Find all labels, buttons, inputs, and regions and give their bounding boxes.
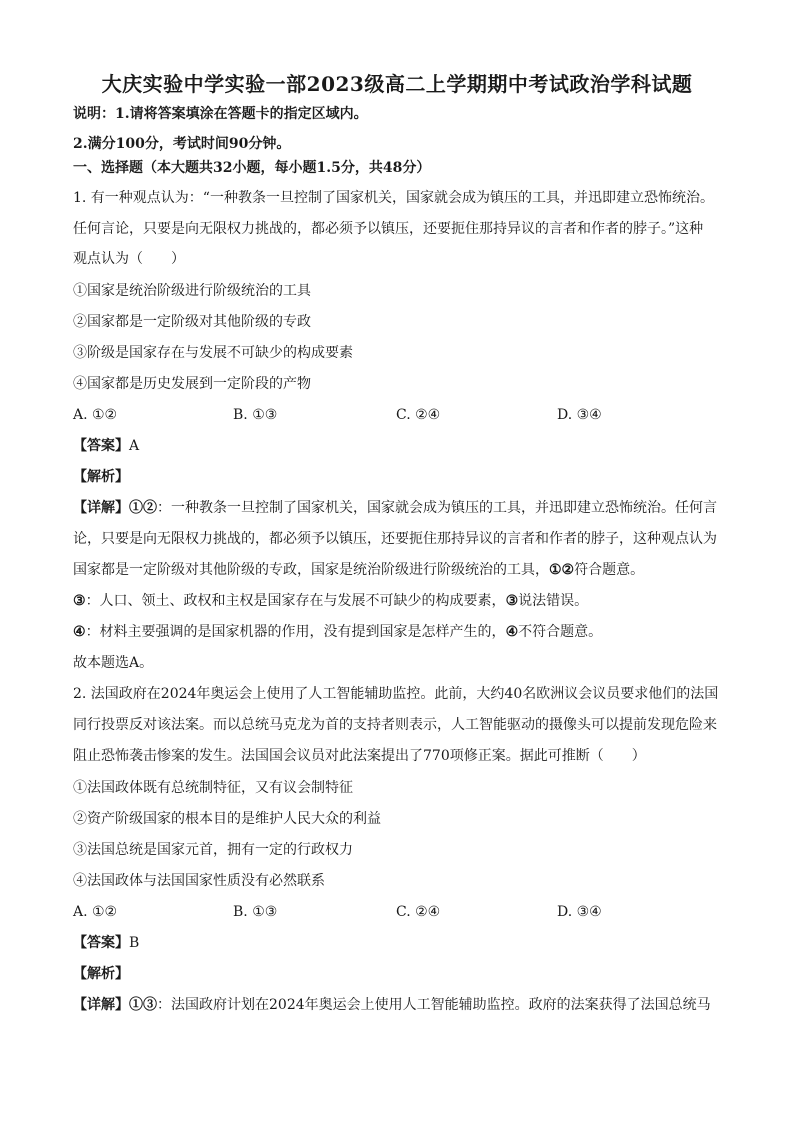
detail-text: 国家都是一定阶级对其他阶级的专政，国家是统治阶级进行阶级统治的工具，: [73, 562, 549, 578]
detail-mark: ④: [505, 624, 519, 640]
q1-detail-line-3: [73, 560, 644, 580]
detail-text: ：材料主要强调的是国家机器的作用，没有提到国家是怎样产生的，: [85, 624, 506, 640]
q1-detail-line-1: [73, 498, 717, 518]
detail-mark: ①②: [129, 500, 157, 516]
page-title: 大庆实验中学实验一部2023级高二上学期期中考试政治学科试题: [101, 72, 693, 96]
q2-analysis-tag: 【解析】: [73, 966, 129, 982]
detail-mark: ③: [505, 593, 519, 609]
q2-option-c: C. ②④: [396, 904, 441, 920]
q2-detail-line-1: [73, 995, 711, 1015]
note-line-2: 2.满分100分，考试时间90分钟。: [73, 136, 291, 152]
q1-option-a: A. ①②: [73, 407, 118, 423]
q2-statement-3: ③法国总统是国家元首，拥有一定的行政权力: [73, 842, 353, 858]
q1-analysis-tag: 【解析】: [73, 469, 129, 485]
q1-option-c: C. ②④: [396, 407, 441, 423]
q2-stem-line-1: 2. 法国政府在2024年奥运会上使用了人工智能辅助监控。此前，大约40名欧洲议会议员要求他们的法国: [73, 686, 719, 702]
q2-option-d: D. ③④: [557, 904, 602, 920]
q1-detail-line-5: [73, 622, 602, 642]
answer-value: B: [129, 935, 140, 951]
q1-detail-line-2: 论，只要是向无限权力挑战的，都必须予以镇压，还要扼住那持异议的言者和作者的脖子，这种观点认为: [73, 531, 717, 547]
note-line-1: 说明：1.请将答案填涂在答题卡的指定区域内。: [73, 106, 368, 122]
detail-mark: ④: [73, 624, 86, 640]
answer-value: A: [129, 438, 140, 454]
q1-statement-4: ④国家都是历史发展到一定阶段的产物: [73, 376, 311, 392]
q1-conclusion: 故本题选A。: [73, 655, 154, 671]
answer-tag: 【答案】: [73, 935, 129, 951]
detail-mark: ①②: [549, 562, 575, 578]
detail-text: ：人口、领土、政权和主权是国家存在与发展不可缺少的构成要素，: [85, 593, 506, 609]
detail-text: 符合题意。: [574, 562, 645, 578]
detail-text: ：法国政府计划在2024年奥运会上使用人工智能辅助监控。政府的法案获得了法国总统马: [157, 997, 711, 1013]
q1-statement-2: ②国家都是一定阶级对其他阶级的专政: [73, 314, 311, 330]
q1-stem-line-3: 观点认为（ ）: [73, 251, 185, 267]
detail-tag: 【详解】: [73, 500, 129, 516]
q2-stem-line-2: 同行投票反对该法案。而以总统马克龙为首的支持者则表示，人工智能驱动的摄像头可以提前发现危险来: [73, 717, 717, 733]
detail-tag: 【详解】: [73, 997, 129, 1013]
q1-answer: [73, 436, 139, 456]
section-heading: 一、选择题（本大题共32小题，每小题1.5分，共48分）: [73, 160, 431, 176]
q1-option-b: B. ①③: [233, 407, 278, 423]
answer-tag: 【答案】: [73, 438, 129, 454]
q1-detail-line-4: [73, 591, 588, 611]
q1-statement-3: ③阶级是国家存在与发展不可缺少的构成要素: [73, 345, 353, 361]
q2-statement-4: ④法国政体与法国国家性质没有必然联系: [73, 873, 325, 889]
q2-option-a: A. ①②: [73, 904, 118, 920]
q1-statement-1: ①国家是统治阶级进行阶级统治的工具: [73, 283, 311, 299]
q2-stem-line-3: 阻止恐怖袭击惨案的发生。法国国会议员对此法案提出了770项修正案。据此可推断（ ）: [73, 748, 646, 764]
q1-stem-line-2: 任何言论，只要是向无限权力挑战的，都必须予以镇压，还要扼住那持异议的言者和作者的脖子。”这种: [73, 221, 704, 237]
q2-option-b: B. ①③: [233, 904, 278, 920]
q2-answer: [73, 933, 139, 953]
q1-option-d: D. ③④: [557, 407, 602, 423]
q2-statement-2: ②资产阶级国家的根本目的是维护人民大众的利益: [73, 811, 381, 827]
detail-text: 不符合题意。: [518, 624, 603, 640]
detail-mark: ③: [73, 593, 86, 609]
q1-stem-line-1: 1. 有一种观点认为：“一种教条一旦控制了国家机关，国家就会成为镇压的工具，并迅即建立恐怖统治。: [73, 190, 714, 206]
detail-text: ：一种教条一旦控制了国家机关，国家就会成为镇压的工具，并迅即建立恐怖统治。任何言: [157, 500, 717, 516]
detail-mark: ①③: [129, 997, 157, 1013]
q2-statement-1: ①法国政体既有总统制特征，又有议会制特征: [73, 780, 353, 796]
detail-text: 说法错误。: [518, 593, 589, 609]
